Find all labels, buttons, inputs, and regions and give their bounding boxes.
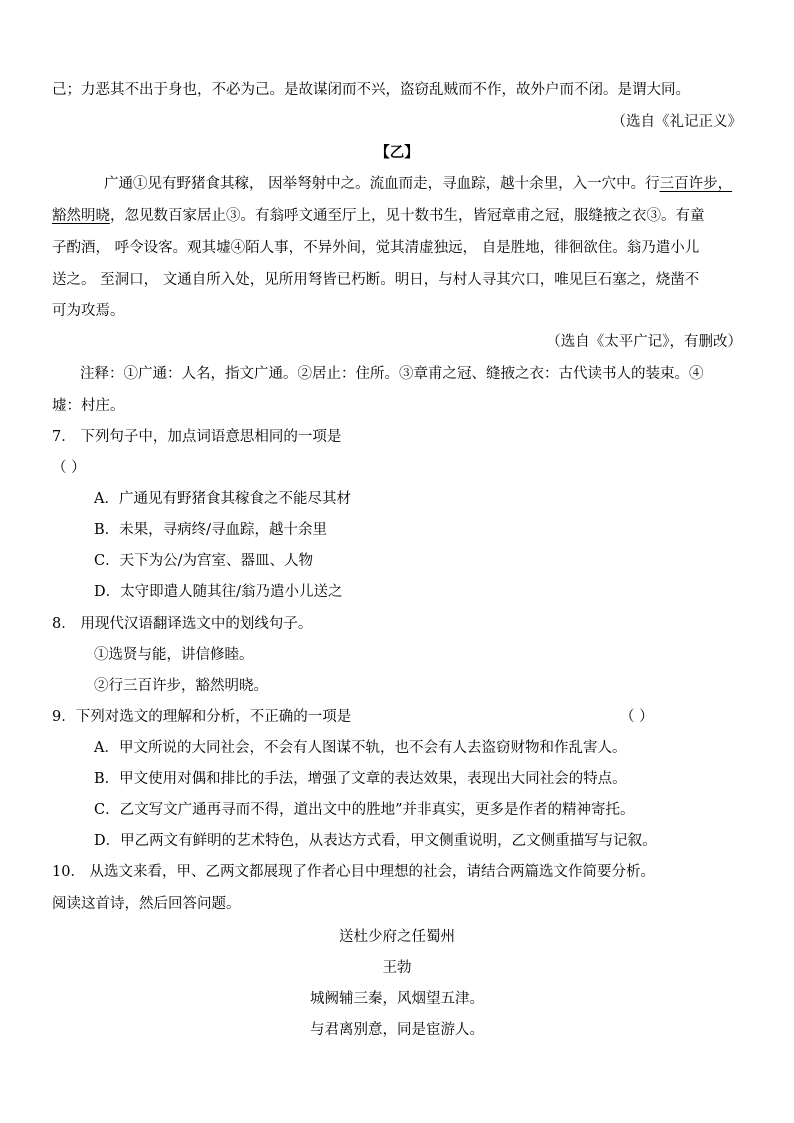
- yi-paragraph-line-4: 送之。 至洞口， 文通自所入处，见所用弩皆已朽断。明日，与村人寻其穴口，唯见巨石塞之，烧凿不: [52, 272, 700, 288]
- question-9-option-a: A．甲文所说的大同社会，不会有人图谋不轨，也不会有人去盗窃财物和作乱害人。: [94, 740, 627, 756]
- poem-line-1: 城阙辅三秦，风烟望五津。: [310, 991, 484, 1007]
- question-8-stem: 8． 用现代汉语翻译选文中的划线句子。: [52, 616, 313, 632]
- poem-intro: 阅读这首诗，然后回答问题。: [52, 896, 241, 912]
- question-7-option-b: B．未果，寻病终/寻血踪，越十余里: [94, 522, 328, 538]
- question-9-option-c: C．乙文写文广通再寻而不得，道出文中的胜地”并非真实，更多是作者的精神寄托。: [94, 802, 635, 818]
- question-9-bracket: （ ）: [620, 709, 654, 725]
- yi-text: 广通①见有野猪食其稼， 因举弩射中之。流血而走，寻血踪，越十余里，入一穴中。行: [104, 176, 660, 192]
- question-7-stem: 7． 下列句子中，加点词语意思相同的一项是: [52, 429, 342, 445]
- question-7-bracket: （ ）: [52, 460, 86, 476]
- yi-paragraph-line-3: 子酌酒， 呼令设客。观其墟④陌人事，不异外间，觉其清虚独远， 自是胜地，徘徊欲住。翁乃遣小儿: [52, 240, 700, 256]
- question-9-option-d: D．甲乙两文有鲜明的艺术特色，从表达方式看，甲文侧重说明，乙文侧重描写与记叙。: [94, 833, 657, 849]
- yi-paragraph-line-5: 可为攻焉。: [52, 303, 125, 319]
- poem-title: 送杜少府之任蜀州: [339, 929, 455, 945]
- question-7-option-d: D．太守即遣人随其往/翁乃遣小儿送之: [94, 584, 343, 600]
- question-7-option-c: C．天下为公/为宫室、器皿、人物: [94, 553, 313, 569]
- yi-source: （选自《太平广记》，有删改）: [546, 334, 742, 350]
- underlined-sentence: 豁然明晓: [52, 208, 110, 224]
- jia-source: （选自《礼记正义》: [611, 114, 742, 130]
- question-9-option-b: B．甲文使用对偶和排比的手法，增强了文章的表达效果，表现出大同社会的特点。: [94, 771, 627, 787]
- yi-paragraph-line-1: [104, 174, 732, 194]
- yi-heading: 【乙】: [375, 144, 419, 161]
- poem-line-2: 与君离别意，同是宦游人。: [310, 1022, 484, 1038]
- underlined-sentence: 三百许步，: [659, 176, 733, 192]
- notes-line-1: 注释：①广通：人名，指文广通。②居止：住所。③章甫之冠、缝掖之衣：古代读书人的装束。④: [80, 366, 704, 382]
- jia-last-line: 己；力恶其不出于身也，不必为己。是故谋闭而不兴，盗窃乱贼而不作，故外户而不闭。是谓大同。: [52, 82, 690, 98]
- yi-text: ，忽见数百家居止③。有翁呼文通至厅上，见十数书生，皆冠章甫之冠，服缝掖之衣③。有童: [110, 208, 705, 224]
- question-9-stem: 9．下列对选文的理解和分析，不正确的一项是: [52, 709, 352, 725]
- question-8-sentence-1: ①选贤与能，讲信修睦。: [94, 647, 254, 663]
- yi-paragraph-line-2: [52, 206, 705, 226]
- question-7-option-a: A．广通见有野猪食其稼食之不能尽其材: [94, 491, 351, 507]
- question-10-stem: 10． 从选文来看，甲、乙两文都展现了作者心目中理想的社会，请结合两篇选文作简要分析。: [52, 864, 656, 880]
- notes-line-2: 墟：村庄。: [52, 398, 125, 414]
- poem-author: 王勃: [382, 960, 412, 976]
- question-8-sentence-2: ②行三百许步，豁然明晓。: [94, 678, 268, 694]
